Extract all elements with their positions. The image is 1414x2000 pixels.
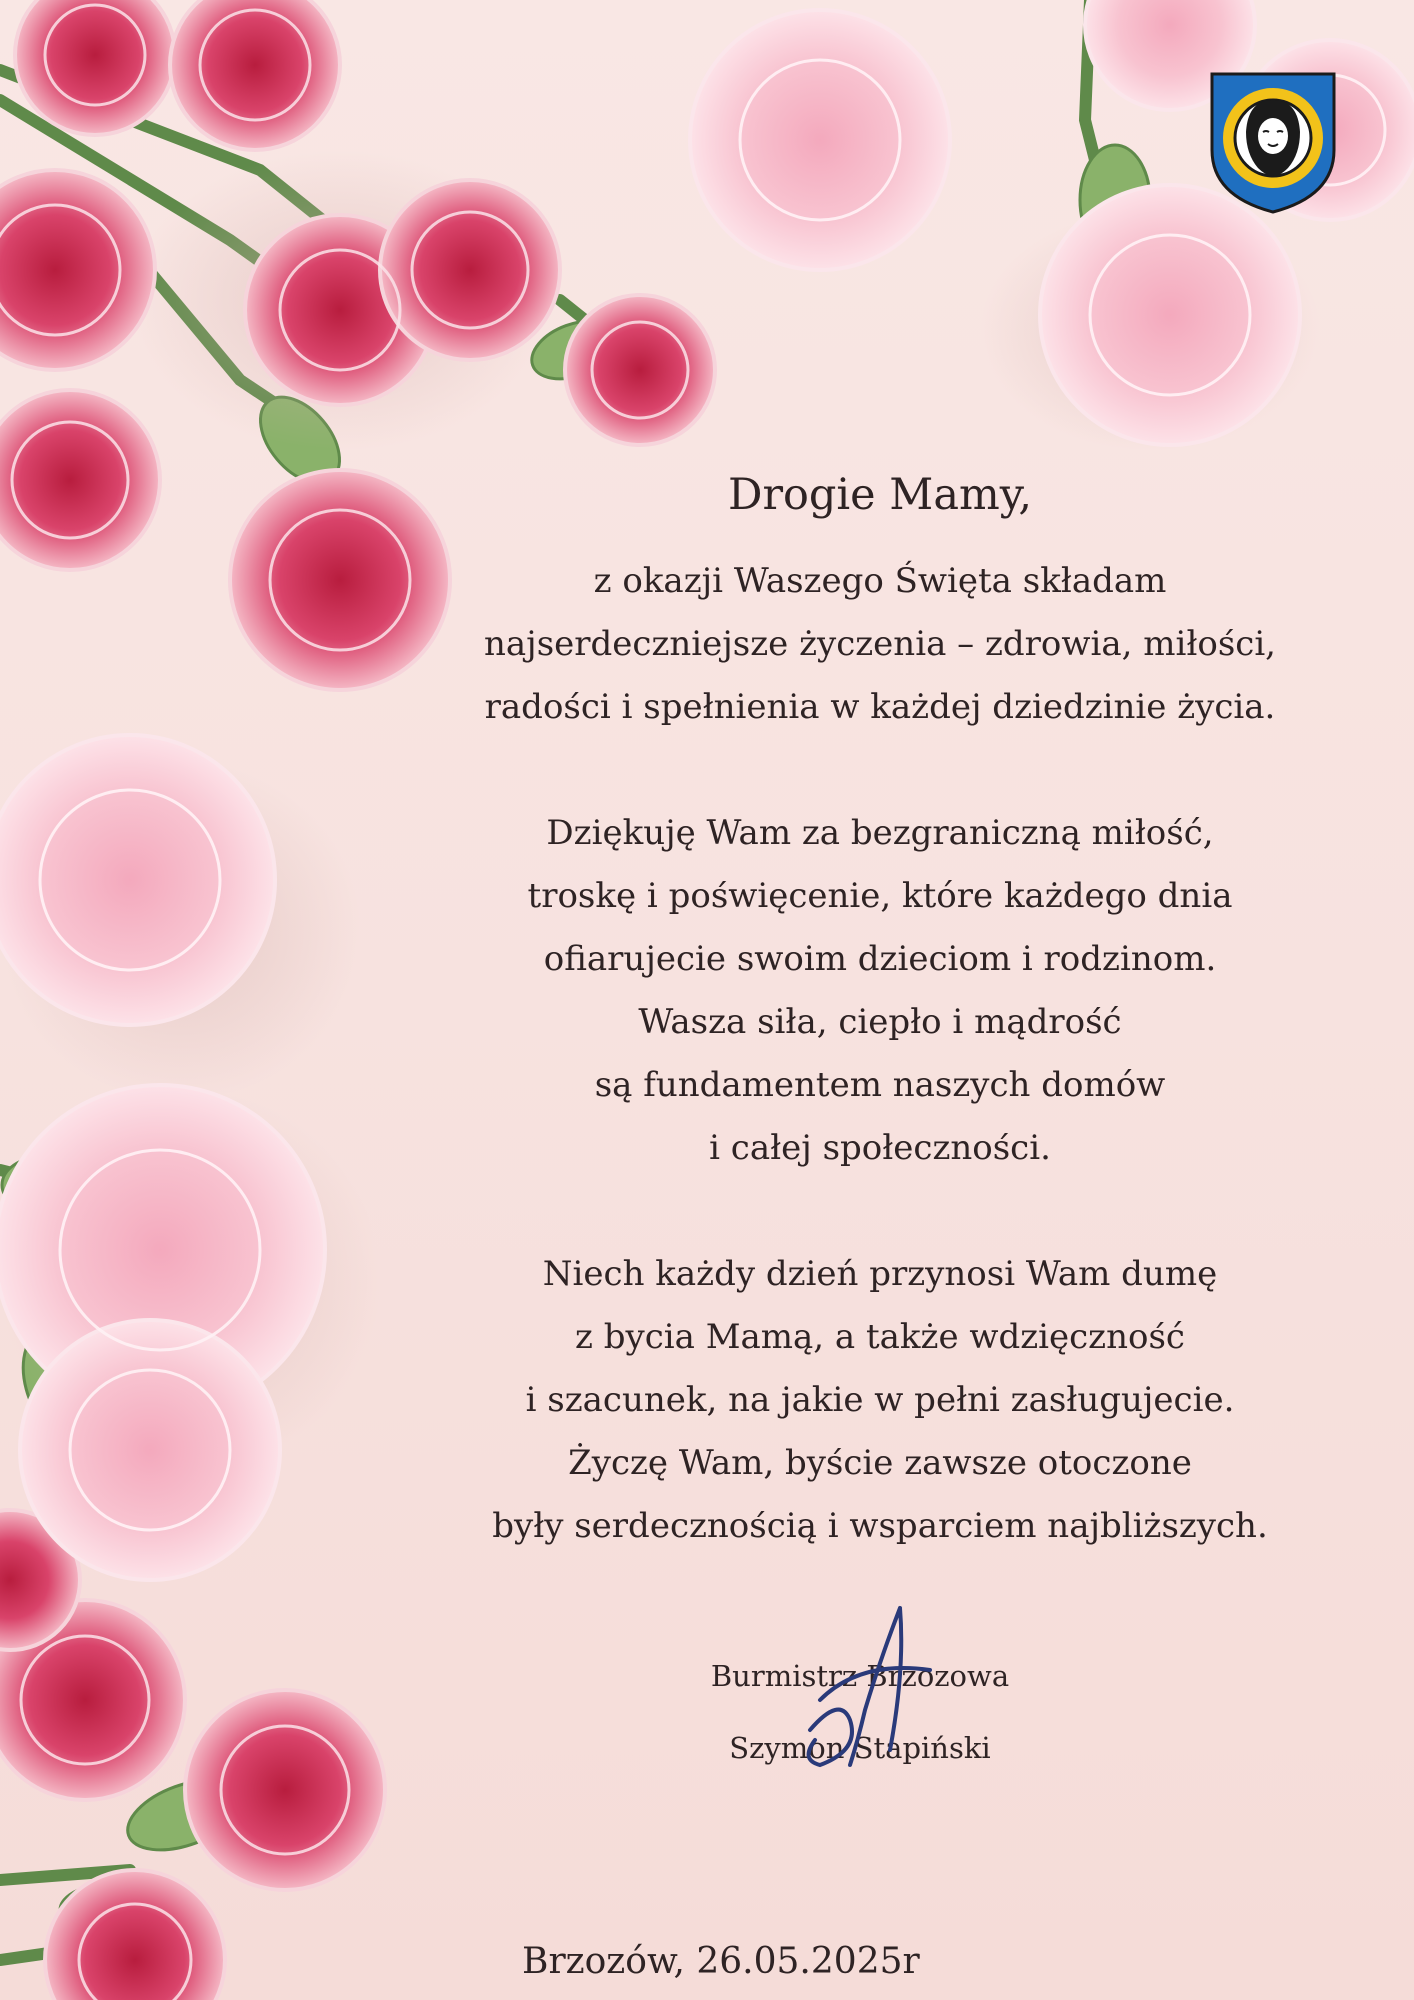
- letter-line: radości i spełnienia w każdej dziedzinie życia.: [484, 687, 1276, 727]
- handwritten-signature: [780, 1600, 950, 1775]
- letter-paragraph-3: [440, 1243, 1320, 1558]
- letter-line: z okazji Waszego Święta składam: [593, 561, 1167, 601]
- signer-title: Burmistrz Brzozowa: [710, 1659, 1010, 1693]
- letter-line: najserdeczniejsze życzenia – zdrowia, miłości,: [484, 624, 1276, 664]
- letter-line: Niech każdy dzień przynosi Wam dumę: [542, 1254, 1218, 1294]
- place-and-date: Brzozów, 26.05.2025r: [522, 1941, 920, 1982]
- letter-line: Życzę Wam, byście zawsze otoczone: [568, 1443, 1192, 1483]
- letter-line: były serdecznością i wsparciem najbliższych.: [492, 1506, 1268, 1546]
- coat-of-arms-icon: [1208, 70, 1338, 216]
- letter-paragraph-1: [440, 550, 1320, 739]
- letter-line: i całej społeczności.: [709, 1128, 1051, 1168]
- letter-line: są fundamentem naszych domów: [594, 1065, 1166, 1105]
- letter-line: z bycia Mamą, a także wdzięczność: [575, 1317, 1185, 1357]
- letter-line: ofiarujecie swoim dzieciom i rodzinom.: [543, 939, 1217, 979]
- letter-line: Wasza siła, ciepło i mądrość: [638, 1002, 1122, 1042]
- greeting-heading: Drogie Mamy,: [727, 470, 1032, 520]
- signer-name: Szymon Stapiński: [729, 1731, 991, 1765]
- letter-line: i szacunek, na jakie w pełni zasługujecie.: [525, 1380, 1235, 1420]
- letter-body: [440, 460, 1320, 1558]
- letter-line: troskę i poświęcenie, które każdego dnia: [527, 876, 1233, 916]
- letter-paragraph-2: [440, 802, 1320, 1180]
- letter-line: Dziękuję Wam za bezgraniczną miłość,: [546, 813, 1214, 853]
